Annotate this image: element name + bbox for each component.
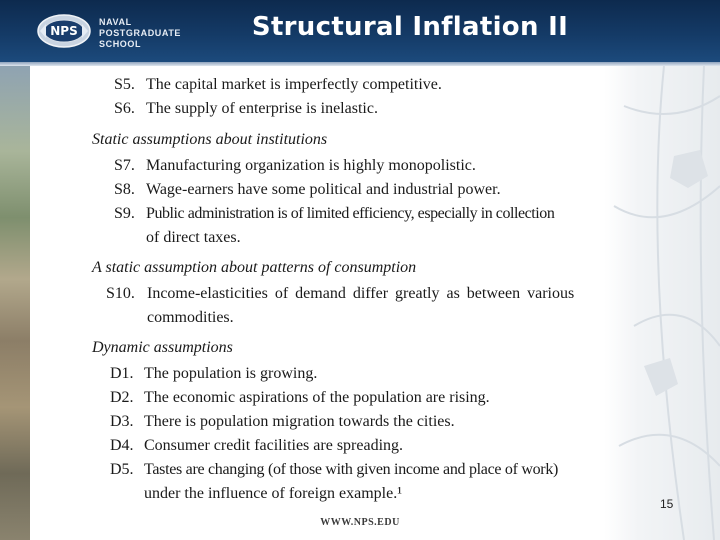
item-text: Consumer credit facilities are spreading.: [144, 437, 404, 454]
nps-logo: [22, 8, 192, 54]
slide-number: 15: [660, 497, 674, 511]
list-item: [114, 205, 555, 223]
globe-grid-icon: [604, 66, 720, 540]
item-code: S10.: [106, 285, 135, 302]
section-heading-dynamic: Dynamic assumptions: [92, 339, 233, 356]
campus-photo-strip: [0, 66, 30, 540]
item-code: D4.: [110, 437, 134, 454]
list-item: [114, 100, 378, 118]
item-code: S7.: [114, 157, 135, 174]
slide-title: Structural Inflation II: [251, 12, 569, 42]
header-bar: [0, 0, 720, 62]
scanned-document: [86, 68, 606, 508]
list-item: [110, 413, 455, 431]
logo-line-2: POSTGRADUATE: [99, 28, 182, 38]
item-code: D3.: [110, 413, 134, 430]
item-code: D5.: [110, 461, 134, 478]
item-text: Manufacturing organization is highly monopolistic.: [146, 157, 476, 174]
item-continuation: commodities.: [147, 309, 234, 326]
item-text: Income-elasticities of demand differ greatly as between various: [147, 285, 575, 302]
list-item: [114, 157, 476, 175]
logo-wordmark: [99, 17, 181, 50]
item-text: The population is growing.: [144, 365, 318, 382]
item-text: The economic aspirations of the population are rising.: [144, 389, 490, 406]
section-heading-consumption: A static assumption about patterns of consumption: [92, 259, 417, 276]
item-code: D2.: [110, 389, 134, 406]
item-text: There is population migration towards the cities.: [144, 413, 455, 430]
item-code: S8.: [114, 181, 135, 198]
item-text: The supply of enterprise is inelastic.: [146, 100, 378, 117]
item-text: Public administration is of limited efficiency, especially in collection: [146, 205, 555, 222]
logo-badge-text: NPS: [50, 24, 78, 38]
item-code: S5.: [114, 76, 135, 93]
list-item: [114, 76, 442, 94]
list-item: [114, 181, 501, 199]
section-heading-institutions: Static assumptions about institutions: [92, 131, 328, 148]
list-item: [110, 389, 490, 407]
item-code: D1.: [110, 365, 134, 382]
logo-line-3: SCHOOL: [99, 39, 142, 49]
item-text: The capital market is imperfectly competitive.: [146, 76, 442, 93]
item-continuation: of direct taxes.: [146, 229, 241, 246]
list-item: [110, 461, 559, 479]
list-item: [110, 365, 318, 383]
item-text: Wage-earners have some political and industrial power.: [146, 181, 501, 198]
item-continuation: under the influence of foreign example.¹: [144, 485, 403, 502]
logo-line-1: NAVAL: [99, 17, 132, 27]
item-code: S9.: [114, 205, 135, 222]
item-code: S6.: [114, 100, 135, 117]
list-item: [110, 437, 404, 455]
footer-url: WWW.NPS.EDU: [320, 517, 400, 528]
map-decoration: [604, 66, 720, 540]
list-item: [106, 285, 575, 303]
item-text: Tastes are changing (of those with given income and place of work): [144, 461, 559, 478]
